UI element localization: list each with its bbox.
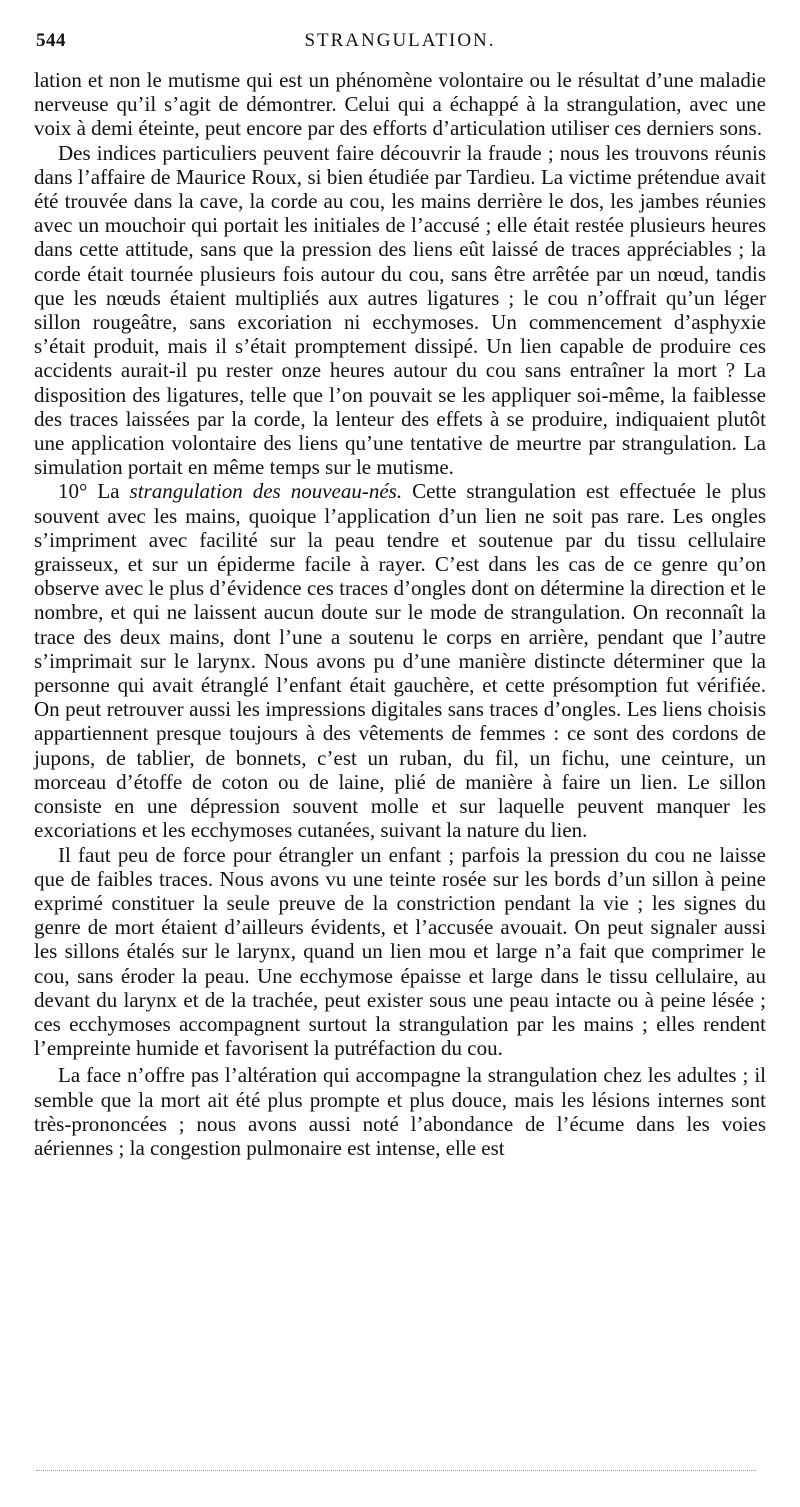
section-title: strangulation des nouveau-nés. [129,479,403,504]
page-header [36,30,764,60]
paragraph-5: La face n’offre pas l’altération qui accompagne la strangulation chez les adultes ; il semble que la mort ait été plus prompte et plus douce, mais les lésions internes sont très-prononcées ; nous avons aussi noté l’abondance de l’écume dans les voies aériennes ; la congestion pulmonaire est intense, elle est [34,1063,766,1160]
paragraph-4: Il faut peu de force pour étrangler un enfant ; parfois la pression du cou ne laisse que de faibles traces. Nous avons vu une teinte rosée sur les bords d’un sillon à peine exprimé constituer la seule preuve de la constriction pendant la vie ; les signes du genre de mort étaient d’ailleurs évidents, et l’accusée avouait. On peut signaler aussi les sillons étalés sur le larynx, quand un lien mou et large n’a fait que comprimer le cou, sans éroder la peau. Une ecchymose épaisse et large dans le tissu cellulaire, au devant du larynx et de la trachée, peut exister sous une peau intacte ou à peine lésée ; ces ecchymoses accompagnent surtout la strangulation par les mains ; elles rendent l’empreinte humide et favorisent la putréfaction du cou. [34,842,766,1061]
paragraph-1: lation et non le mutisme qui est un phénomène volontaire ou le résultat d’une maladie nerveuse qu’il s’agit de démontrer. Celui qui a échappé à la strangulation, avec une voix à demi éteinte, peut encore par des efforts d’articulation utiliser ces derniers sons. [34,68,766,141]
page-number: 544 [36,30,66,51]
paragraph-3 [34,479,766,842]
running-title: STRANGULATION. [304,30,496,51]
paragraph-3-text: Cette strangulation est effectuée le plus souvent avec les mains, quoique l’application d’un lien ne soit pas rare. Les ongles s’impriment avec facilité sur la peau tendre et soutenue par du tissu cellulaire graisseux, et sur un épiderme facile à rayer. C’est dans les cas de ce genre qu’on observe avec le plus d’évidence ces traces d’ongles dont on détermine la direction et le nombre, et qui ne laissent aucun doute sur le mode de strangulation. On reconnaît la trace des deux mains, dont l’une a soutenu le corps en arrière, pendant que l’autre s’imprimait sur le larynx. Nous avons pu d’une manière distincte déterminer que la personne qui avait étranglé l’enfant était gauchère, et cette présomption fut vérifiée. On peut retrouver aussi les impressions digitales sans traces d’ongles. Les liens choisis appartiennent presque toujours à des vêtements de femmes : ce sont des cordons de jupons, de tablier, de bonnets, c’est un ruban, du fil, un fichu, une ceinture, un morceau d’étoffe de coton ou de laine, plié de manière à faire un lien. Le sillon consiste en une dépression souvent molle et sur laquelle peuvent manquer les excoriations et les ecchymoses cutanées, suivant la nature du lien. [34,479,767,843]
footer-rule [36,1470,756,1471]
body-text [34,68,766,1160]
section-number: 10° La [58,479,120,504]
paragraph-2: Des indices particuliers peuvent faire découvrir la fraude ; nous les trouvons réunis dans l’affaire de Maurice Roux, si bien étudiée par Tardieu. La victime prétendue avait été trouvée dans la cave, la corde au cou, les mains derrière le dos, les jambes réunies avec un mouchoir qui portait les initiales de l’accusé ; elle était restée plusieurs heures dans cette attitude, sans que la pression des liens eût laissé de traces appréciables ; la corde était tournée plusieurs fois autour du cou, sans être arrêtée par un nœud, tandis que les nœuds étaient multipliés aux autres ligatures ; le cou n’offrait qu’un léger sillon rougeâtre, sans excoriation ni ecchymoses. Un commencement d’asphyxie s’était produit, mais il s’était promptement dissipé. Un lien capable de produire ces accidents aurait-il pu rester onze heures autour du cou sans entraîner la mort ? La disposition des ligatures, telle que l’on pouvait se les appliquer soi-même, la faiblesse des traces laissées par la corde, la lenteur des effets à se produire, indiquaient plutôt une application volontaire des liens qu’une tentative de meurtre par strangulation. La simulation portait en même temps sur le mutisme. [34,140,766,480]
